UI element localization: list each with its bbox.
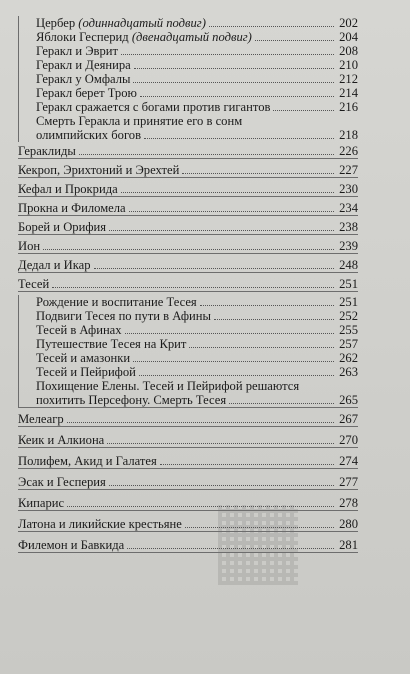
dot-leader <box>273 110 334 111</box>
toc-entry-title: Подвиги Тесея по пути в Афины <box>36 309 211 323</box>
toc-page-number: 227 <box>339 163 358 177</box>
toc-entry-title: Похищение Елены. Тесей и Пейрифой решаются <box>36 379 300 393</box>
toc-page-number: 218 <box>339 128 358 142</box>
toc-entry-title: Кекроп, Эрихтоний и Эрехтей <box>18 163 180 177</box>
dot-leader <box>182 173 334 174</box>
dot-leader <box>121 54 334 55</box>
dot-leader <box>229 403 334 404</box>
toc-entry-title: Ион <box>18 239 41 253</box>
toc-entry-title: Кеик и Алкиона <box>18 433 105 447</box>
toc-entry <box>36 100 358 114</box>
toc-entry <box>36 337 358 351</box>
toc-entry <box>18 454 358 469</box>
toc-entry <box>36 114 358 142</box>
toc-entry-title: Геракл берет Трою <box>36 86 137 100</box>
theseus-subsection <box>18 295 358 408</box>
toc-page-number: 270 <box>339 433 358 447</box>
toc-entry-title: Прокна и Филомела <box>18 201 126 215</box>
toc-page-number: 208 <box>339 44 358 58</box>
toc-entry-title: Кипарис <box>18 496 65 510</box>
toc-entry <box>18 182 358 197</box>
toc-entry-title: Геракл у Омфалы <box>36 72 131 86</box>
toc-entry <box>18 201 358 216</box>
toc-page-number: 212 <box>339 72 358 86</box>
toc-entry <box>36 44 358 58</box>
heracles-subsection <box>18 16 358 142</box>
toc-entry-title: Эсак и Гесперия <box>18 475 106 489</box>
dot-leader <box>185 527 334 528</box>
toc-entry-title: Путешествие Тесея на Крит <box>36 337 187 351</box>
toc-page-number: 214 <box>339 86 358 100</box>
toc-entry <box>36 351 358 365</box>
toc-entry <box>18 517 358 532</box>
toc-page-number: 230 <box>339 182 358 196</box>
toc-entry-title: Полифем, Акид и Галатея <box>18 454 157 468</box>
table-of-contents <box>18 16 358 553</box>
toc-entry <box>36 323 358 337</box>
dot-leader <box>255 40 334 41</box>
toc-entry-title: Тесей в Афинах <box>36 323 122 337</box>
toc-entry <box>36 58 358 72</box>
toc-page-number: 251 <box>339 277 358 291</box>
toc-page-number: 234 <box>339 201 358 215</box>
toc-entry-title: Рождение и воспитание Тесея <box>36 295 197 309</box>
dot-leader <box>209 26 334 27</box>
toc-page-number: 251 <box>339 295 358 309</box>
toc-page-number: 274 <box>339 454 358 468</box>
toc-page-number: 257 <box>339 337 358 351</box>
dot-leader <box>139 375 334 376</box>
dot-leader <box>134 68 334 69</box>
toc-page-number: 255 <box>339 323 358 337</box>
dot-leader <box>129 211 334 212</box>
toc-entry <box>36 30 358 44</box>
toc-entry-title-continued: олимпийских богов <box>36 128 142 142</box>
dot-leader <box>107 443 334 444</box>
toc-entry <box>18 277 358 292</box>
toc-entry-title: Дедал и Икар <box>18 258 91 272</box>
toc-page-number: 216 <box>339 100 358 114</box>
dot-leader <box>160 464 334 465</box>
toc-entry-title: Кефал и Прокрида <box>18 182 118 196</box>
dot-leader <box>127 548 334 549</box>
dot-leader <box>189 347 334 348</box>
toc-entry-note: (двенадцатый подвиг) <box>131 30 252 44</box>
toc-entry-title: Латона и ликийские крестьяне <box>18 517 182 531</box>
toc-entry-title: Смерть Геракла и принятие его в сонм <box>36 114 243 128</box>
toc-entry <box>18 220 358 235</box>
toc-entry-title: Геракл и Эврит <box>36 44 119 58</box>
toc-entry <box>36 309 358 323</box>
toc-entry-title: Яблоки Гесперид <box>36 30 132 44</box>
toc-entry <box>18 412 358 427</box>
toc-entry-title: Борей и Орифия <box>18 220 107 234</box>
toc-entry-note: (одиннадцатый подвиг) <box>78 16 206 30</box>
toc-page-number: 226 <box>339 144 358 158</box>
toc-entry <box>36 295 358 309</box>
toc-entry <box>18 538 358 553</box>
toc-page-number: 210 <box>339 58 358 72</box>
toc-entry-title: Тесей <box>18 277 50 291</box>
toc-page-number: 278 <box>339 496 358 510</box>
toc-entry <box>18 433 358 448</box>
toc-page-number: 280 <box>339 517 358 531</box>
dot-leader <box>121 192 334 193</box>
dot-leader <box>43 249 334 250</box>
toc-entry <box>36 379 358 407</box>
toc-page-number: 252 <box>339 309 358 323</box>
toc-entry-title: Цербер <box>36 16 79 30</box>
toc-entry <box>36 72 358 86</box>
toc-page-number: 277 <box>339 475 358 489</box>
dot-leader <box>79 154 334 155</box>
dot-leader <box>109 485 334 486</box>
toc-page-number: 202 <box>339 16 358 30</box>
toc-page-number: 263 <box>339 365 358 379</box>
toc-page-number: 281 <box>339 538 358 552</box>
toc-entry-title: Геракл сражается с богами против гигантов <box>36 100 271 114</box>
toc-entry <box>18 239 358 254</box>
toc-page-number: 239 <box>339 239 358 253</box>
dot-leader <box>144 138 334 139</box>
toc-entry <box>36 365 358 379</box>
dot-leader <box>214 319 334 320</box>
toc-entry <box>36 16 358 30</box>
toc-entry-title: Мелеагр <box>18 412 64 426</box>
toc-entry-title-continued: похитить Персефону. Смерть Тесея <box>36 393 227 407</box>
dot-leader <box>140 96 334 97</box>
toc-entry <box>18 475 358 490</box>
toc-entry <box>18 258 358 273</box>
toc-entry <box>18 163 358 178</box>
toc-page-number: 262 <box>339 351 358 365</box>
toc-page-number: 248 <box>339 258 358 272</box>
toc-entry <box>36 86 358 100</box>
dot-leader <box>133 82 334 83</box>
toc-entry-title: Тесей и Пейрифой <box>36 365 136 379</box>
dot-leader <box>52 287 334 288</box>
dot-leader <box>125 333 334 334</box>
toc-entry-title: Филемон и Бавкида <box>18 538 125 552</box>
toc-entry-title: Тесей и амазонки <box>36 351 131 365</box>
toc-entry <box>18 496 358 511</box>
dot-leader <box>67 506 334 507</box>
toc-page-number: 267 <box>339 412 358 426</box>
toc-page-number: 265 <box>339 393 358 407</box>
dot-leader <box>67 422 334 423</box>
dot-leader <box>133 361 334 362</box>
toc-entry <box>18 144 358 159</box>
dot-leader <box>200 305 334 306</box>
toc-entry-title: Гераклиды <box>18 144 76 158</box>
dot-leader <box>109 230 334 231</box>
toc-entry-title: Геракл и Деянира <box>36 58 131 72</box>
dot-leader <box>94 268 334 269</box>
toc-page-number: 204 <box>339 30 358 44</box>
toc-page-number: 238 <box>339 220 358 234</box>
